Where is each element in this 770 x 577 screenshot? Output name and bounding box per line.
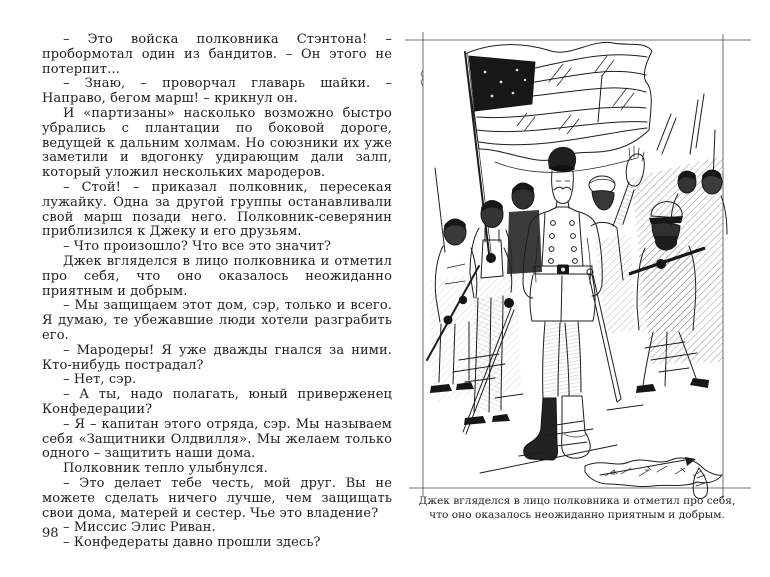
illustration-caption — [407, 495, 747, 522]
page-number: 98 — [42, 526, 59, 541]
fallen-flag — [585, 457, 722, 499]
paragraph: – Нет, сэр. — [63, 372, 137, 388]
paragraph: – Конфедераты давно прошли здесь? — [63, 535, 321, 551]
paragraph: – Это войска полковника Стэнтона! – пробормотал один из бандитов. – Он этого не потерпит… — [42, 32, 392, 77]
paragraph: – Мародеры! Я уже дважды гнался за ними. Кто-нибудь пострадал? — [42, 342, 392, 373]
colonel-buttons — [549, 221, 578, 264]
paragraph: – Я – капитан этого отряда, сэр. Мы называем себя «Защитники Олдвилля». Мы желаем только одного – защитить наши дома. — [42, 416, 392, 462]
flag-bearer — [486, 183, 542, 274]
left-page-text — [42, 33, 392, 551]
paragraph: Полковник тепло улыбнулся. — [63, 461, 268, 477]
caption-line-2: что оно оказалось неожиданно приятным и добрым. — [429, 508, 725, 521]
caption-line-1: Джек вгляделся в лицо полковника и отметил про себя, — [418, 495, 736, 507]
illustration-container — [399, 30, 755, 506]
colonel-mustache — [554, 187, 571, 190]
paragraph: И «партизаны» насколько возможно быстро убрались с плантации по боковой дороге, ведущей к дальним холмам. Но союзники их уже заметили и вдогонку удирающим дали залп, который уложил нескольких мародеров. — [42, 105, 392, 181]
paragraph: – Миссис Элис Риван. — [63, 520, 216, 536]
paragraph: – Что произошло? Что все это значит? — [63, 239, 332, 255]
paragraph: – Это делает тебе честь, мой друг. Вы не можете сделать ничего лучше, чем защищать свои дома, матерей и сестер. Чье это владение? — [42, 475, 392, 521]
paragraph: – Мы защищаем этот дом, сэр, только и всего. Я думаю, те убежавшие люди хотели разграбить его. — [42, 298, 392, 343]
paragraph: – Стой! – приказал полковник, пересекая лужайку. Одна за другой группы останавливали свой марш позади него. Полковник-северянин приблизился к Джеку и его друзьям. — [42, 179, 392, 240]
flag-canton — [469, 56, 535, 111]
paragraph: – Знаю, – проворчал главарь шайки. – Направо, бегом марш! – крикнул он. — [42, 76, 392, 107]
colonel-boot-right — [562, 396, 591, 458]
paragraph: Джек вгляделся в лицо полковника и отметил про себя, что оно оказалось неожиданно приятным и добрым. — [42, 253, 392, 299]
paragraph: – А ты, надо полагать, юный приверженец Конфедерации? — [42, 387, 392, 417]
colonel-boot-left — [524, 398, 558, 460]
union-colonel-with-flag-and-soldiers-sketch — [399, 30, 755, 506]
